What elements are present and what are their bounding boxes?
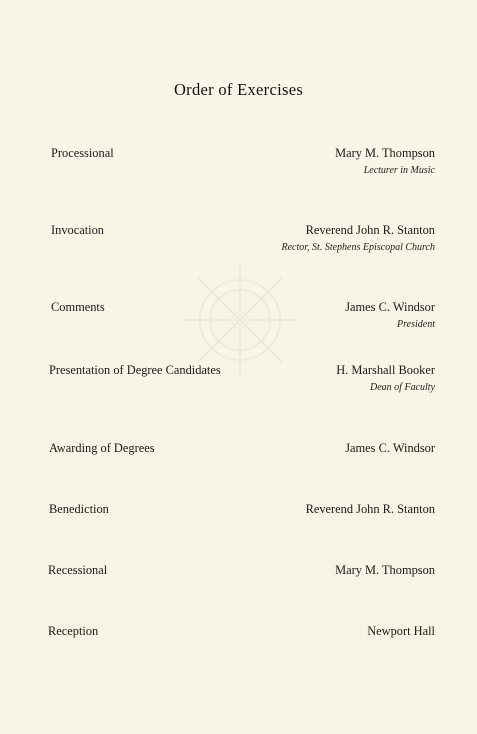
person-name: Mary M. Thompson <box>335 563 435 577</box>
person-name: Reverend John R. Stanton <box>305 223 435 237</box>
person-role: President <box>397 319 435 330</box>
event-label: Reception <box>48 624 99 638</box>
person-name: James C. Windsor <box>345 441 435 455</box>
person-role: Rector, St. Stephens Episcopal Church <box>281 242 435 253</box>
event-label: Presentation of Degree Candidates <box>49 363 221 377</box>
event-label: Invocation <box>51 223 104 237</box>
person-name: Newport Hall <box>367 624 435 638</box>
event-label: Recessional <box>48 563 108 577</box>
event-label: Processional <box>51 146 114 160</box>
person-role: Dean of Faculty <box>370 382 435 393</box>
person-name: Mary M. Thompson <box>335 146 435 160</box>
person-name: Reverend John R. Stanton <box>305 502 435 516</box>
person-role: Lecturer in Music <box>363 165 435 176</box>
person-name: H. Marshall Booker <box>336 363 435 377</box>
event-label: Benediction <box>49 502 109 516</box>
person-name: James C. Windsor <box>345 300 435 314</box>
page-title: Order of Exercises <box>173 80 304 99</box>
event-label: Comments <box>51 300 105 314</box>
event-label: Awarding of Degrees <box>49 441 155 455</box>
